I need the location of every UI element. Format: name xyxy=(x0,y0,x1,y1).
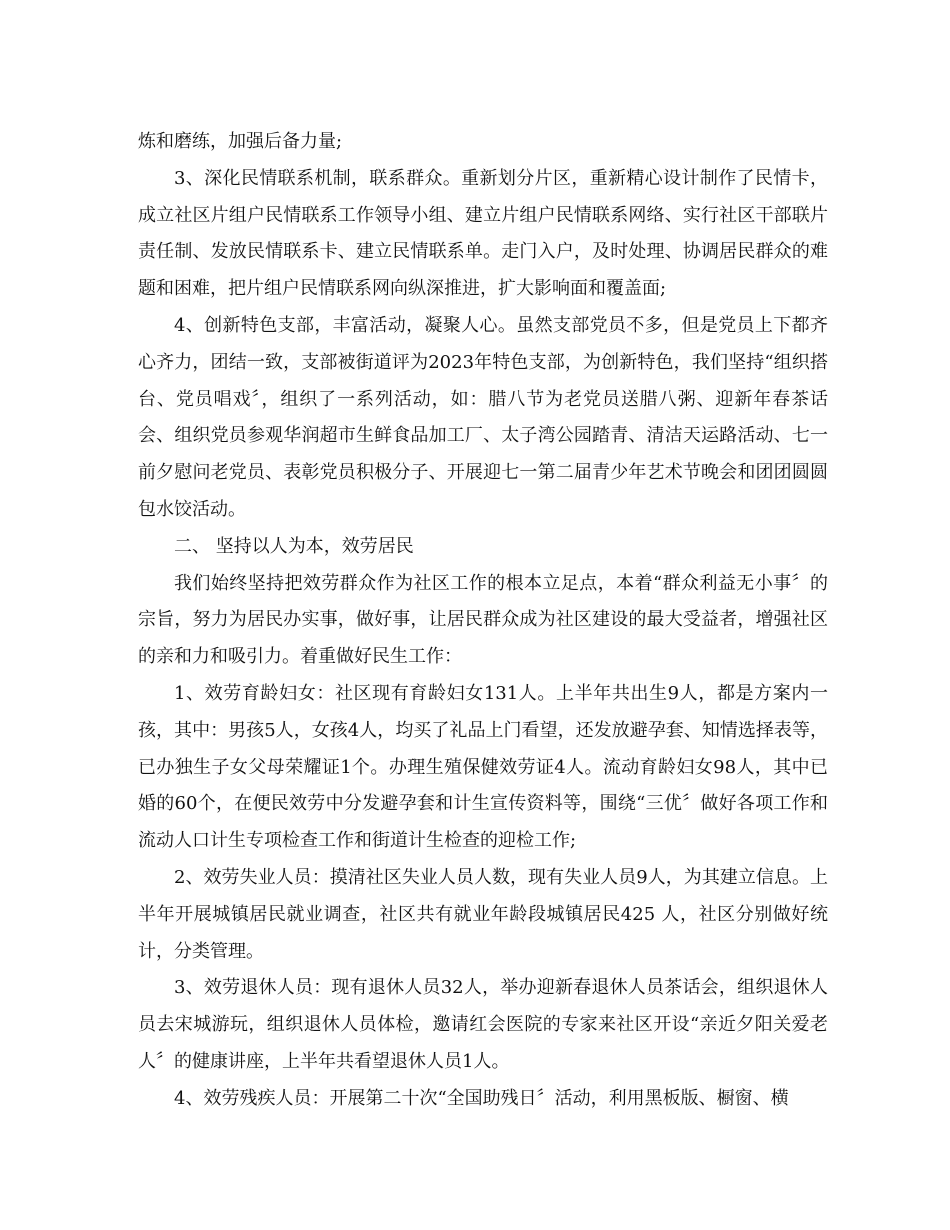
paragraph-section-intro: 我们始终坚持把效劳群众作为社区工作的根本立足点，本着“群众利益无小事〞的宗旨，努力为居民办实事，做好事，让居民群众成为社区建设的最大受益者，增强社区的亲和力和吸引力。着重做好民生工作： xyxy=(138,572,828,668)
paragraph-service-disabled: 4、效劳残疾人员：开展第二十次“全国助残日〞活动，利用黑板版、橱窗、横 xyxy=(174,1087,789,1109)
paragraph-item-3-contact-mechanism: 3、深化民情联系机制，联系群众。重新划分片区，重新精心设计制作了民情卡，成立社区片组户民情联系工作领导小组、建立片组户民情联系网络、实行社区干部联片责任制、发放民情联系卡、建立民情联系单。走门入户，及时处理、协调居民群众的难题和困难，把片组户民情联系网向纵深推进，扩大影响面和覆盖面; xyxy=(138,167,828,300)
paragraph-service-unemployed: 2、效劳失业人员：摸清社区失业人员人数，现有失业人员9人，为其建立信息。上半年开展城镇居民就业调查，社区共有就业年龄段城镇居民425 人，社区分别做好统计，分类管理。 xyxy=(138,866,828,962)
paragraph-continuation: 炼和磨练，加强后备力量; xyxy=(138,131,343,152)
section-heading-two: 二、 坚持以人为本，效劳居民 xyxy=(174,535,414,557)
paragraph-service-women: 1、效劳育龄妇女：社区现有育龄妇女131人。上半年共出生9人，都是方案内一孩，其中：男孩5人，女孩4人，均买了礼品上门看望，还发放避孕套、知情选择表等，已办独生子女父母荣耀证1个。办理生殖保健效劳证4人。流动育龄妇女98人，其中已婚的60个，在便民效劳中分发避孕套和计生宣传资料等，围绕“三优〞做好各项工作和流动人口计生专项检查工作和街道计生检查的迎检工作; xyxy=(138,682,828,852)
document-body xyxy=(138,124,828,1118)
paragraph-item-4-party-branch: 4、创新特色支部，丰富活动，凝聚人心。虽然支部党员不多，但是党员上下都齐心齐力，团结一致，支部被街道评为2023年特色支部，为创新特色，我们坚持“组织搭台、党员唱戏〞，组织了一系列活动，如：腊八节为老党员送腊八粥、迎新年春茶话会、组织党员参观华润超市生鲜食品加工厂、太子湾公园踏青、清洁天运路活动、七一前夕慰问老党员、表彰党员积极分子、开展迎七一第二届青少年艺术节晚会和团团圆圆包水饺活动。 xyxy=(138,314,828,520)
paragraph-service-retirees: 3、效劳退休人员：现有退休人员32人，举办迎新春退休人员茶话会，组织退休人员去宋城游玩，组织退休人员体检，邀请红会医院的专家来社区开设“亲近夕阳关爱老人〞的健康讲座，上半年共看望退休人员1人。 xyxy=(138,977,828,1072)
